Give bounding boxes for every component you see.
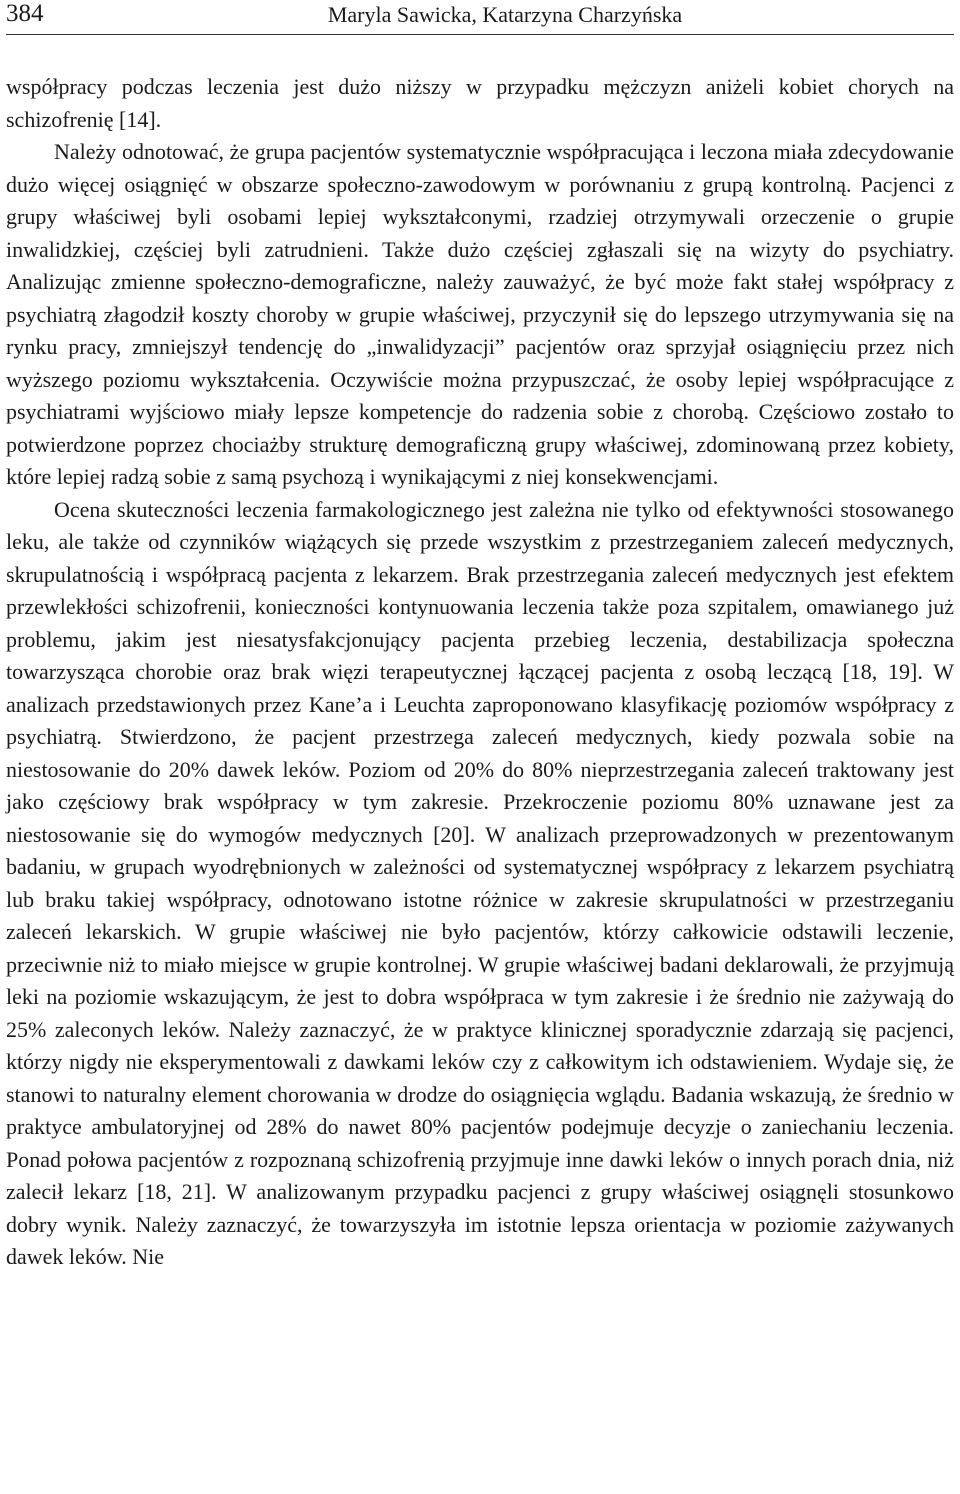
paragraph: Ocena skuteczności leczenia farmakologicznego jest zależna nie tylko od efektywności stosowanego leku, ale także od czynników wiążących się przede wszystkim z przestrzeganiem zaleceń medycznych, skrupulatnością i współpracą pacjenta z lekarzem. Brak przestrzegania zaleceń medycznych jest efektem przewlekłości schizofrenii, konieczności kontynuowania leczenia także poza szpitalem, omawianego już problemu, jakim jest niesatysfakcjonujący pacjenta przebieg leczenia, destabilizacja społeczna towarzysząca chorobie oraz brak więzi terapeutycznej łączącej pacjenta z osobą leczącą [18, 19]. W analizach przedstawionych przez Kane’a i Leuchta zaproponowano klasyfikację poziomów współpracy z psychiatrą. Stwierdzono, że pacjent przestrzega zaleceń medycznych, kiedy pozwala sobie na niestosowanie do 20% dawek leków. Poziom od 20% do 80% nieprzestrzegania zaleceń traktowany jest jako częściowy brak współpracy w tym zakresie. Przekroczenie poziomu 80% uznawane jest za niestosowanie się do wymogów medycznych [20]. W analizach przeprowadzonych w prezentowanym badaniu, w grupach wyodrębnionych w zależności od systematycznej współpracy z lekarzem psychiatrą lub braku takiej współpracy, odnotowano istotne różnice w zakresie skrupulatności w przestrzeganiu zaleceń lekarskich. W grupie właściwej nie było pacjentów, którzy całkowicie odstawili leczenie, przeciwnie niż to miało miejsce w grupie kontrolnej. W grupie właściwej badani deklarowali, że przyjmują leki na poziomie wskazującym, że jest to dobra współpraca w tym zakresie i że średnio nie zażywają do 25% zaleconych leków. Należy zaznaczyć, że w praktyce klinicznej sporadycznie zdarzają się pacjenci, którzy nigdy nie eksperymentowali z dawkami leków czy z całkowitym ich odstawieniem. Wydaje się, że stanowi to naturalny element chorowania w drodze do osiągnięcia wglądu. Badania wskazują, że średnio w praktyce ambulatoryjnej od 28% do nawet 80% pacjentów podejmuje decyzje o zaniechaniu leczenia. Ponad połowa pacjentów z rozpoznaną schizofrenią przyjmuje inne dawki leków o innych porach dnia, niż zalecił lekarz [18, 21]. W analizowanym przypadku pacjenci z grupy właściwej osiągnęli stosunkowo dobry wynik. Należy zaznaczyć, że towarzyszyła im istotnie lepsza orientacja w poziomie zażywanych dawek leków. Nie (6, 496, 954, 1269)
header-authors: Maryla Sawicka, Katarzyna Charzyńska (327, 2, 683, 27)
page-number: 384 (6, 0, 44, 27)
paragraph: współpracy podczas leczenia jest dużo niższy w przypadku mężczyzn aniżeli kobiet chorych na schizofrenię [14]. (6, 74, 954, 132)
paragraph: Należy odnotować, że grupa pacjentów systematycznie współpracująca i leczona miała zdecydowanie dużo więcej osiągnięć w obszarze społeczno-zawodowym w porównaniu z grupą kontrolną. Pacjenci z grupy właściwej byli osobami lepiej wykształconymi, rzadziej otrzymywali orzeczenie o grupie inwalidzkiej, częściej byli zatrudnieni. Także dużo częściej zgłaszali się na wizyty do psychiatry. Analizując zmienne społeczno-demograficzne, należy zauważyć, że być może fakt stałej współpracy z psychiatrą złagodził koszty choroby w grupie właściwej, przyczynił się do lepszego utrzymywania się na rynku pracy, zmniejszył tendencję do „inwalidyzacji” pacjentów oraz sprzyjał osiągnięciu przez nich wyższego poziomu wykształcenia. Oczywiście można przypuszczać, że osoby lepiej współpracujące z psychiatrami wyjściowo miały lepsze kompetencje do radzenia sobie z chorobą. Częściowo zostało to potwierdzone poprzez chociażby strukturę demograficzną grupy właściwej, zdominowaną przez kobiety, które lepiej radzą sobie z samą psychozą i wynikającymi z niej konsekwencjami. (6, 139, 954, 489)
body-text (6, 71, 954, 1274)
running-head (6, 0, 954, 35)
